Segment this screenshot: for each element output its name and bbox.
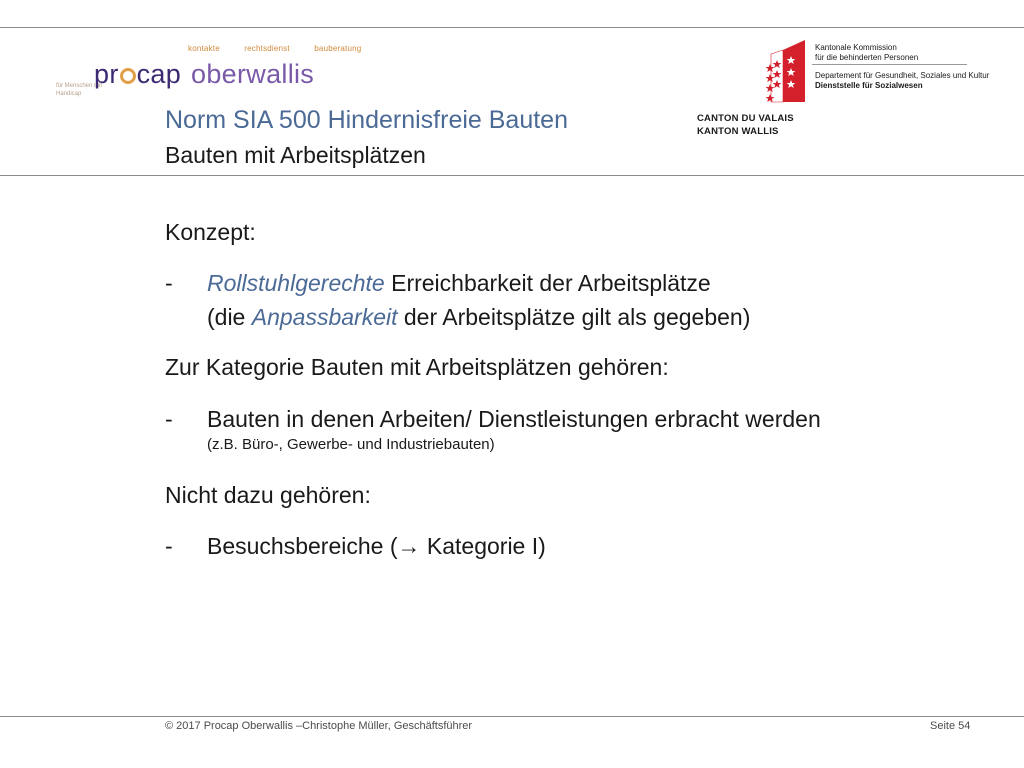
arrow-right-icon: →: [397, 533, 421, 559]
footer-page-number: Seite 54: [930, 720, 971, 732]
bullet-besuch-text: [207, 532, 546, 561]
anpassbarkeit-term: Anpassbarkeit: [251, 304, 398, 330]
bullet-dash: -: [165, 406, 173, 432]
canton-name-de: KANTON WALLIS: [697, 126, 779, 137]
canton-info: [815, 43, 989, 91]
bullet-rollstuhl-line2-rest: der Arbeitsplätze gilt als gegeben): [397, 304, 751, 330]
bullet-dash: -: [165, 270, 173, 296]
commission-line1: Kantonale Kommission: [815, 43, 897, 52]
canton-shield-icon: [765, 40, 805, 106]
bullet-rollstuhl-rest: Erreichbarkeit der Arbeitsplätze: [384, 270, 711, 296]
logo-nav-bauberatung: bauberatung: [314, 44, 362, 53]
logo-oberwallis: oberwallis: [191, 59, 315, 89]
canton-name: [697, 112, 794, 138]
slide-subtitle: Bauten mit Arbeitsplätzen: [165, 142, 426, 168]
konzept-heading: Konzept:: [165, 219, 256, 245]
bullet-bauten-text: Bauten in denen Arbeiten/ Dienstleistungen erbracht werden: [207, 406, 821, 432]
bullet-dash: -: [165, 533, 173, 559]
logo-ring-icon: [120, 68, 136, 84]
besuch-text-before: Besuchsbereiche (: [207, 533, 398, 559]
footer-copyright: © 2017 Procap Oberwallis –Christophe Müller, Geschäftsführer: [165, 720, 473, 732]
footer-rule: [0, 716, 1024, 717]
logo-procap-part1: pr: [94, 59, 119, 89]
kategorie-heading: Zur Kategorie Bauten mit Arbeitsplätzen gehören:: [165, 354, 669, 380]
bullet-bauten-note: (z.B. Büro-, Gewerbe- und Industriebauten): [207, 436, 495, 453]
header-rule: [0, 175, 1024, 176]
procap-logo: [46, 42, 362, 106]
logo-procap-part2: cap: [136, 59, 182, 89]
service-line: Dienststelle für Sozialwesen: [815, 81, 923, 90]
besuch-text-after: Kategorie I): [420, 533, 546, 559]
logo-nav-kontakte: kontakte: [188, 44, 220, 53]
commission-line2: für die behinderten Personen: [815, 53, 919, 62]
slide-title: Norm SIA 500 Hindernisfreie Bauten: [165, 106, 568, 134]
bullet-rollstuhl-line1: [207, 269, 711, 298]
logo-nav-rechtsdienst: rechtsdienst: [244, 44, 290, 53]
bullet-rollstuhl-line2: [207, 303, 750, 332]
canton-divider: [812, 64, 967, 65]
top-rule: [0, 27, 1024, 28]
department-line: Departement für Gesundheit, Soziales und Kultur: [815, 71, 990, 80]
nicht-heading: Nicht dazu gehören:: [165, 482, 371, 508]
rollstuhlgerechte-term: Rollstuhlgerechte: [207, 270, 385, 296]
logo-wordmark: [94, 59, 314, 90]
bullet-rollstuhl-line2-prefix: (die: [207, 304, 252, 330]
logo-nav: [188, 44, 383, 53]
canton-name-fr: CANTON DU VALAIS: [697, 113, 794, 124]
logo-tagline: für Menschen mit Handicap: [56, 83, 103, 97]
